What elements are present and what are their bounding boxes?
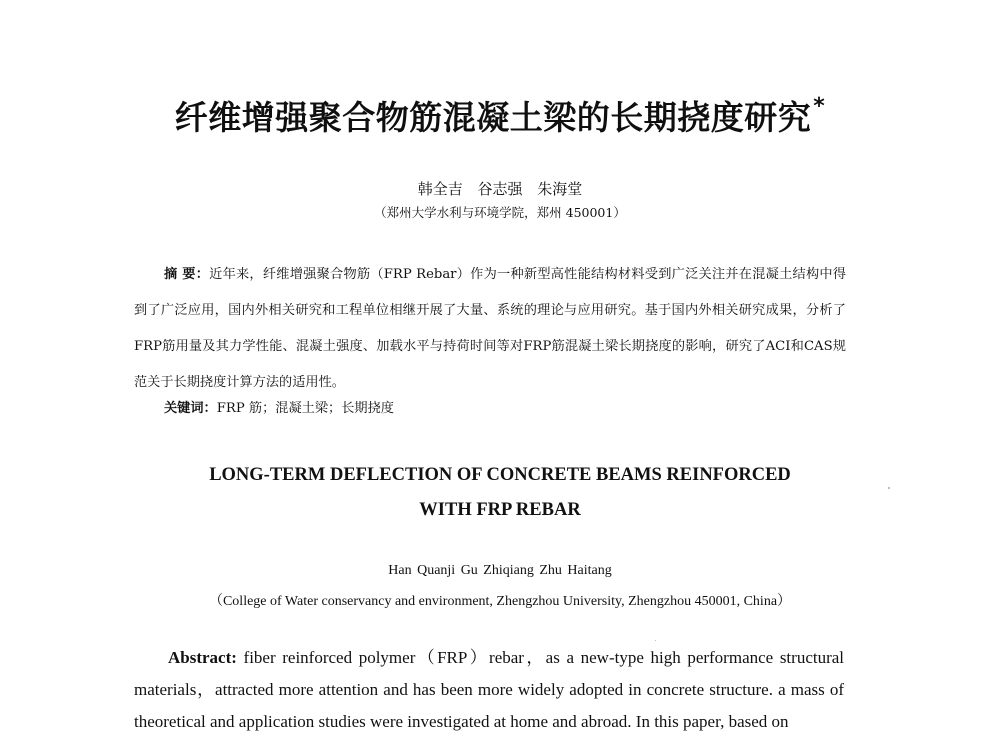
affiliation-cn: （郑州大学水利与环境学院，郑州 450001） bbox=[374, 205, 626, 220]
scan-speck bbox=[655, 640, 656, 641]
authors-cn: 韩全吉 谷志强 朱海堂 bbox=[417, 180, 583, 198]
authors-en: Han Quanji Gu Zhiqiang Zhu Haitang bbox=[388, 563, 612, 578]
paper-title-en-line2: WITH FRP REBAR bbox=[419, 500, 581, 520]
affiliation-en: （College of Water conservancy and environment, Zhengzhou University, Zhengzhou 450001, China） bbox=[208, 594, 792, 609]
keywords-cn bbox=[164, 397, 394, 416]
abstract-cn-label: 摘 要： bbox=[164, 267, 210, 282]
abstract-en-label: Abstract: bbox=[168, 648, 237, 667]
abstract-en-text: fiber reinforced polymer（FRP）rebar，as a new-type high performance structural materials，attracted more attention and has been more widely adopted in concrete structure. a mass of theoretical and application studies were investigated at home and abroad. In this paper, based on bbox=[134, 648, 845, 731]
paper-title-en-line1: LONG-TERM DEFLECTION OF CONCRETE BEAMS REINFORCED bbox=[209, 465, 791, 485]
footnote-mark: * bbox=[813, 94, 826, 119]
keywords-cn-text: FRP 筋；混凝土梁；长期挠度 bbox=[216, 401, 394, 416]
abstract-cn-text: 近年来，纤维增强聚合物筋（FRP Rebar）作为一种新型高性能结构材料受到广泛关注并在混凝土结构中得到了广泛应用，国内外相关研究和工程单位相继开展了大量、系统的理论与应用研究。基于国内外相关研究成果，分析了FRP筋用量及其力学性能、混凝土强度、加载水平与持荷时间等对FRP筋混凝土梁长期挠度的影响，研究了ACI和CAS规范关于长期挠度计算方法的适用性。 bbox=[134, 267, 847, 390]
keywords-cn-label: 关键词： bbox=[164, 401, 217, 416]
paper-title-en bbox=[0, 458, 1000, 528]
paper-title-cn: 纤维增强聚合物筋混凝土梁的长期挠度研究* bbox=[174, 94, 826, 137]
abstract-en bbox=[134, 642, 844, 738]
scan-speck bbox=[888, 487, 890, 489]
abstract-cn bbox=[134, 257, 846, 401]
